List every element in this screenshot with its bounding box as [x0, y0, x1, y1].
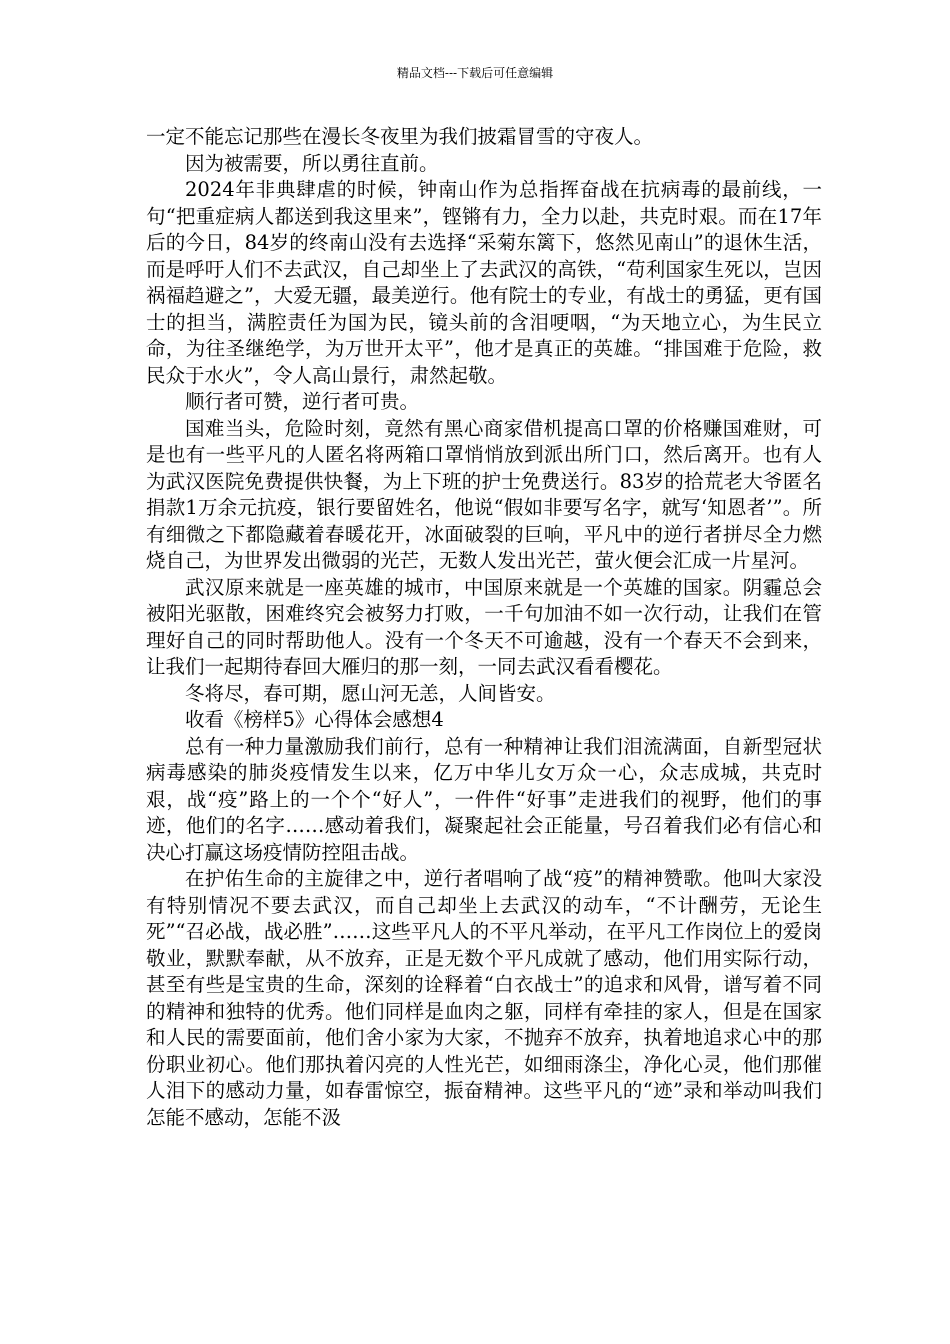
- paragraph: 在护佑生命的主旋律之中，逆行者唱响了战“疫”的精神赞歌。他叫大家没有特别情况不要去武汉，而自己却坐上去武汉的动车，“不计酬劳，无论生死”“召必战，战必胜”……这些平凡人的不平凡举动，在平凡工作岗位上的爱岗敬业，默默奉献，从不放弃，正是无数个平凡成就了感动，他们用实际行动，甚至有些是宝贵的生命，深刻的诠释着“白衣战士”的追求和风骨，谱写着不同的精神和独特的优秀。他们同样是血肉之躯，同样有牵挂的家人，但是在国家和人民的需要面前，他们舍小家为大家，不抛弃不放弃，执着地追求心中的那份职业初心。他们那执着闪亮的人性光芒，如细雨涤尘，净化心灵，他们那催人泪下的感动力量，如春雷惊空，振奋精神。这些平凡的“迹”录和举动叫我们怎能不感动，怎能不汲: [146, 867, 822, 1129]
- page-header: 精品文档---下载后可任意编辑: [396, 66, 554, 80]
- paragraph: 顺行者可赞，逆行者可贵。: [185, 390, 420, 413]
- section-heading: 收看《榜样5》心得体会感想4: [185, 708, 444, 731]
- paragraph: 武汉原来就是一座英雄的城市，中国原来就是一个英雄的国家。阴霾总会被阳光驱散，困难终究会被努力打败，一千句加油不如一次行动，让我们在管理好自己的同时帮助他人。没有一个冬天不可逾越，没有一个春天不会到来，让我们一起期待春回大雁归的那一刻，一同去武汉看看樱花。: [146, 575, 822, 678]
- paragraph: 冬将尽，春可期，愿山河无恙，人间皆安。: [185, 681, 556, 705]
- paragraph: 因为被需要，所以勇往直前。: [185, 151, 439, 175]
- document-body: [146, 124, 822, 1131]
- paragraph: 总有一种力量激励我们前行，总有一种精神让我们泪流满面，自新型冠状病毒感染的肺炎疫情发生以来，亿万中华儿女万众一心，众志成城，共克时艰，战“疫”路上的一个个“好人”，一件件“好事”走进我们的视野，他们的事迹，他们的名字……感动着我们，凝聚起社会正能量，号召着我们必有信心和决心打赢这场疫情防控阻击战。: [146, 734, 822, 864]
- paragraph: 一定不能忘记那些在漫长冬夜里为我们披霜冒雪的守夜人。: [146, 125, 654, 148]
- paragraph: 2024年非典肆虐的时候，钟南山作为总指挥奋战在抗病毒的最前线，一句“把重症病人都送到我这里来”，铿锵有力，全力以赴，共克时艰。而在17年后的今日，84岁的终南山没有去选择“采菊东篱下，悠然见南山”的退休生活，而是呼吁人们不去武汉，自己却坐上了去武汉的高铁，“苟利国家生死以，岂因祸福趋避之”，大爱无疆，最美逆行。他有院士的专业，有战士的勇猛，更有国士的担当，满腔责任为国为民，镜头前的含泪哽咽，“为天地立心，为生民立命，为往圣继绝学，为万世开太平”，他才是真正的英雄。“排国难于危险，救民众于水火”，令人高山景行，肃然起敬。: [146, 178, 822, 387]
- paragraph: 国难当头，危险时刻，竟然有黑心商家借机提高口罩的价格赚国难财，可是也有一些平凡的人匿名将两箱口罩悄悄放到派出所门口，然后离开。也有人为武汉医院免费提供快餐，为上下班的护士免费送行。83岁的拾荒老大爷匿名捐款1万余元抗疫，银行要留姓名，他说“假如非要写名字，就写‘知恩者’”。所有细微之下都隐藏着春暖花开，冰面破裂的巨响，平凡中的逆行者拼尽全力燃烧自己，为世界发出微弱的光芒，无数人发出光芒，萤火便会汇成一片星河。: [146, 416, 822, 572]
